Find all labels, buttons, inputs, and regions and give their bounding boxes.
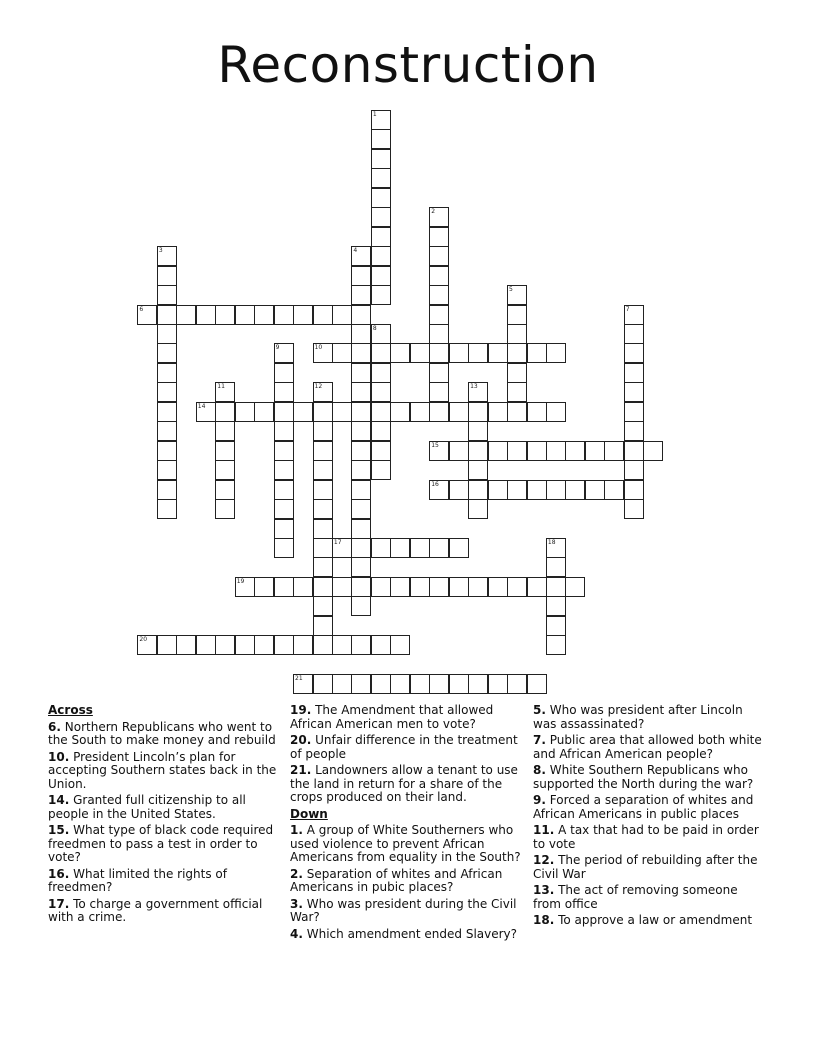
grid-cell[interactable] — [507, 402, 527, 422]
grid-cell[interactable] — [371, 149, 391, 169]
grid-cell[interactable] — [429, 266, 449, 286]
grid-cell[interactable] — [254, 305, 274, 325]
clue-down-4: 4. Which amendment ended Slavery? — [290, 926, 518, 941]
grid-cell[interactable] — [332, 538, 352, 558]
grid-cell[interactable] — [332, 674, 352, 694]
grid-cell[interactable] — [390, 343, 410, 363]
grid-cell[interactable] — [157, 635, 177, 655]
cell-number: 3 — [158, 247, 163, 255]
grid-cell[interactable] — [624, 363, 644, 383]
grid-cell[interactable] — [215, 499, 235, 519]
grid-cell[interactable] — [624, 305, 644, 325]
grid-cell[interactable] — [546, 441, 566, 461]
grid-cell[interactable] — [390, 402, 410, 422]
grid-cell[interactable] — [274, 382, 294, 402]
clue-across-19: 19. The Amendment that allowed African American men to vote? — [290, 703, 494, 731]
grid-cell[interactable] — [371, 635, 391, 655]
grid-cell[interactable] — [488, 674, 508, 694]
grid-cell[interactable] — [157, 343, 177, 363]
grid-cell[interactable] — [293, 577, 313, 597]
grid-cell[interactable] — [157, 499, 177, 519]
grid-cell[interactable] — [351, 266, 371, 286]
grid-cell[interactable] — [527, 674, 547, 694]
grid-cell[interactable] — [507, 382, 527, 402]
grid-cell[interactable] — [274, 538, 294, 558]
grid-cell[interactable] — [313, 460, 333, 480]
grid-cell[interactable] — [215, 421, 235, 441]
clue-across-16: 16. What limited the rights of freedmen? — [48, 866, 227, 894]
grid-cell[interactable] — [429, 402, 449, 422]
grid-cell[interactable] — [351, 382, 371, 402]
grid-cell[interactable] — [351, 363, 371, 383]
clue-across-15: 15. What type of black code required freedmen to pass a test in order to vote? — [48, 823, 274, 864]
grid-cell[interactable] — [429, 227, 449, 247]
grid-cell[interactable] — [371, 188, 391, 208]
grid-cell[interactable] — [429, 382, 449, 402]
cell-number: 13 — [470, 383, 478, 391]
grid-cell[interactable] — [624, 441, 644, 461]
grid-cell[interactable] — [157, 305, 177, 325]
grid-cell[interactable] — [313, 480, 333, 500]
grid-cell[interactable] — [157, 421, 177, 441]
grid-cell[interactable] — [624, 402, 644, 422]
grid-cell[interactable] — [527, 343, 547, 363]
grid-cell[interactable] — [274, 519, 294, 539]
grid-cell[interactable] — [449, 441, 469, 461]
grid-cell[interactable] — [371, 674, 391, 694]
grid-cell[interactable] — [624, 421, 644, 441]
grid-cell[interactable] — [371, 421, 391, 441]
grid-cell[interactable] — [371, 363, 391, 383]
grid-cell[interactable] — [293, 674, 313, 694]
grid-cell[interactable] — [351, 674, 371, 694]
grid-cell[interactable] — [274, 305, 294, 325]
grid-cell[interactable] — [429, 538, 449, 558]
grid-cell[interactable] — [274, 421, 294, 441]
grid-cell[interactable] — [371, 343, 391, 363]
grid-cell[interactable] — [254, 577, 274, 597]
grid-cell[interactable] — [371, 207, 391, 227]
grid-cell[interactable] — [371, 129, 391, 149]
grid-cell[interactable] — [468, 577, 488, 597]
grid-cell[interactable] — [527, 402, 547, 422]
grid-cell[interactable] — [254, 402, 274, 422]
grid-cell[interactable] — [507, 480, 527, 500]
grid-cell[interactable] — [449, 674, 469, 694]
grid-cell[interactable] — [468, 460, 488, 480]
grid-cell[interactable] — [157, 324, 177, 344]
grid-cell[interactable] — [429, 343, 449, 363]
grid-cell[interactable] — [157, 246, 177, 266]
grid-cell[interactable] — [371, 441, 391, 461]
grid-cell[interactable] — [488, 577, 508, 597]
cell-number: 2 — [431, 208, 436, 216]
grid-cell[interactable] — [313, 674, 333, 694]
cell-number: 10 — [314, 344, 323, 352]
grid-cell[interactable] — [313, 519, 333, 539]
grid-cell[interactable] — [313, 616, 333, 636]
grid-cell[interactable] — [313, 402, 333, 422]
grid-cell[interactable] — [624, 480, 644, 500]
grid-cell[interactable] — [429, 285, 449, 305]
grid-cell[interactable] — [546, 577, 566, 597]
grid-cell[interactable] — [313, 382, 333, 402]
grid-cell[interactable] — [468, 499, 488, 519]
grid-cell[interactable] — [371, 246, 391, 266]
grid-cell[interactable] — [468, 382, 488, 402]
grid-cell[interactable] — [371, 285, 391, 305]
grid-cell[interactable] — [429, 363, 449, 383]
grid-cell[interactable] — [507, 285, 527, 305]
grid-cell[interactable] — [410, 343, 430, 363]
grid-cell[interactable] — [274, 460, 294, 480]
grid-cell[interactable] — [468, 421, 488, 441]
grid-cell[interactable] — [351, 441, 371, 461]
grid-cell[interactable] — [157, 285, 177, 305]
grid-cell[interactable] — [410, 577, 430, 597]
grid-cell[interactable] — [468, 343, 488, 363]
grid-cell[interactable] — [351, 480, 371, 500]
grid-cell[interactable] — [351, 305, 371, 325]
grid-cell[interactable] — [215, 402, 235, 422]
grid-cell[interactable] — [546, 635, 566, 655]
grid-cell[interactable] — [157, 402, 177, 422]
grid-cell[interactable] — [351, 402, 371, 422]
clue-down-9: 9. Forced a separation of whites and African Americans in public places — [533, 793, 754, 821]
grid-cell[interactable] — [196, 305, 216, 325]
grid-cell[interactable] — [235, 402, 255, 422]
grid-cell[interactable] — [624, 343, 644, 363]
grid-cell[interactable] — [157, 363, 177, 383]
grid-cell[interactable] — [371, 460, 391, 480]
clue-across-17: 17. To charge a government official with a crime. — [48, 896, 263, 924]
grid-cell[interactable] — [449, 577, 469, 597]
grid-cell[interactable] — [585, 480, 605, 500]
grid-cell[interactable] — [410, 538, 430, 558]
grid-cell[interactable] — [371, 227, 391, 247]
cell-number: 4 — [353, 247, 358, 255]
grid-cell[interactable] — [429, 324, 449, 344]
grid-cell[interactable] — [468, 480, 488, 500]
grid-cell[interactable] — [196, 402, 216, 422]
clue-down-7: 7. Public area that allowed both white and African American people? — [533, 733, 762, 761]
grid-cell[interactable] — [313, 577, 333, 597]
grid-cell[interactable] — [332, 402, 352, 422]
cell-number: 19 — [236, 577, 245, 585]
grid-cell[interactable] — [293, 635, 313, 655]
grid-cell[interactable] — [390, 674, 410, 694]
grid-cell[interactable] — [624, 499, 644, 519]
grid-cell[interactable] — [313, 305, 333, 325]
clue-down-18: 18. To approve a law or amendment — [533, 913, 753, 927]
grid-cell[interactable] — [410, 674, 430, 694]
grid-cell[interactable] — [196, 635, 216, 655]
grid-cell[interactable] — [293, 402, 313, 422]
clue-down-8: 8. White Southern Republicans who supported the North during the war? — [533, 763, 754, 791]
grid-cell[interactable] — [274, 499, 294, 519]
grid-cell[interactable] — [313, 499, 333, 519]
clue-across-14: 14. Granted full citizenship to all people in the United States. — [48, 793, 246, 821]
grid-cell[interactable] — [546, 596, 566, 616]
grid-cell[interactable] — [546, 616, 566, 636]
grid-cell[interactable] — [274, 480, 294, 500]
grid-cell[interactable] — [546, 557, 566, 577]
grid-cell[interactable] — [449, 343, 469, 363]
grid-cell[interactable] — [313, 343, 333, 363]
grid-cell[interactable] — [371, 110, 391, 130]
grid-cell[interactable] — [507, 343, 527, 363]
grid-cell[interactable] — [351, 421, 371, 441]
grid-cell[interactable] — [215, 305, 235, 325]
grid-cell[interactable] — [215, 635, 235, 655]
grid-cell[interactable] — [157, 460, 177, 480]
grid-cell[interactable] — [371, 577, 391, 597]
clue-across-20: 20. Unfair difference in the treatment of people — [290, 733, 518, 761]
grid-cell[interactable] — [507, 577, 527, 597]
grid-cell[interactable] — [351, 246, 371, 266]
grid-cell[interactable] — [371, 266, 391, 286]
clue-across-21: 21. Landowners allow a tenant to use the land in return for a share of the crops produced on their land. — [290, 763, 518, 804]
grid-cell[interactable] — [429, 480, 449, 500]
cell-number: 14 — [197, 402, 206, 410]
grid-cell[interactable] — [371, 324, 391, 344]
grid-cell[interactable] — [410, 402, 430, 422]
grid-cell[interactable] — [371, 382, 391, 402]
grid-cell[interactable] — [468, 674, 488, 694]
clue-down-13: 13. The act of removing someone from office — [533, 883, 738, 911]
clue-down-2: 2. Separation of whites and African Americans in pubic places? — [290, 866, 503, 894]
grid-cell[interactable] — [157, 480, 177, 500]
grid-cell[interactable] — [488, 402, 508, 422]
grid-cell[interactable] — [313, 557, 333, 577]
cell-number: 11 — [217, 383, 225, 391]
grid-cell[interactable] — [507, 441, 527, 461]
cell-number: 9 — [275, 344, 280, 352]
grid-cell[interactable] — [604, 480, 624, 500]
cell-number: 16 — [431, 480, 439, 488]
grid-cell[interactable] — [527, 480, 547, 500]
across-heading: Across — [48, 703, 93, 717]
grid-cell[interactable] — [157, 441, 177, 461]
grid-cell[interactable] — [565, 577, 585, 597]
grid-cell[interactable] — [137, 635, 157, 655]
grid-cell[interactable] — [293, 305, 313, 325]
grid-cell[interactable] — [332, 635, 352, 655]
grid-cell[interactable] — [157, 266, 177, 286]
grid-cell[interactable] — [313, 635, 333, 655]
grid-cell[interactable] — [604, 441, 624, 461]
grid-cell[interactable] — [488, 343, 508, 363]
grid-cell[interactable] — [371, 168, 391, 188]
grid-cell[interactable] — [235, 305, 255, 325]
grid-cell[interactable] — [565, 480, 585, 500]
grid-cell[interactable] — [429, 207, 449, 227]
grid-cell[interactable] — [371, 538, 391, 558]
grid-cell[interactable] — [215, 480, 235, 500]
grid-cell[interactable] — [468, 441, 488, 461]
grid-cell[interactable] — [624, 460, 644, 480]
grid-cell[interactable] — [429, 305, 449, 325]
grid-cell[interactable] — [351, 577, 371, 597]
cell-number: 8 — [372, 324, 377, 332]
grid-cell[interactable] — [371, 402, 391, 422]
grid-cell[interactable] — [274, 635, 294, 655]
grid-cell[interactable] — [351, 519, 371, 539]
grid-cell[interactable] — [546, 538, 566, 558]
grid-cell[interactable] — [157, 382, 177, 402]
grid-cell[interactable] — [351, 557, 371, 577]
grid-cell[interactable] — [274, 441, 294, 461]
grid-cell[interactable] — [565, 441, 585, 461]
grid-cell[interactable] — [351, 538, 371, 558]
grid-cell[interactable] — [624, 324, 644, 344]
grid-cell[interactable] — [390, 635, 410, 655]
cell-number: 20 — [139, 636, 148, 644]
grid-cell[interactable] — [313, 441, 333, 461]
grid-cell[interactable] — [624, 382, 644, 402]
clue-column-2 — [290, 704, 526, 944]
grid-cell[interactable] — [429, 441, 449, 461]
grid-cell[interactable] — [546, 480, 566, 500]
grid-cell[interactable] — [507, 674, 527, 694]
clue-column-1 — [48, 704, 284, 928]
grid-cell[interactable] — [351, 324, 371, 344]
grid-cell[interactable] — [449, 480, 469, 500]
grid-cell[interactable] — [507, 324, 527, 344]
grid-cell[interactable] — [215, 441, 235, 461]
grid-cell[interactable] — [332, 305, 352, 325]
grid-cell[interactable] — [449, 538, 469, 558]
grid-cell[interactable] — [215, 382, 235, 402]
cell-number: 18 — [547, 538, 556, 546]
grid-cell[interactable] — [313, 421, 333, 441]
grid-cell[interactable] — [390, 538, 410, 558]
grid-cell[interactable] — [137, 305, 157, 325]
grid-cell[interactable] — [351, 343, 371, 363]
grid-cell[interactable] — [351, 596, 371, 616]
clue-down-5: 5. Who was president after Lincoln was assassinated? — [533, 703, 743, 731]
grid-cell[interactable] — [235, 577, 255, 597]
grid-cell[interactable] — [254, 635, 274, 655]
cell-number: 1 — [372, 111, 377, 118]
grid-cell[interactable] — [274, 577, 294, 597]
grid-cell[interactable] — [546, 343, 566, 363]
grid-cell[interactable] — [429, 674, 449, 694]
grid-cell[interactable] — [215, 460, 235, 480]
grid-cell[interactable] — [449, 402, 469, 422]
grid-cell[interactable] — [468, 402, 488, 422]
grid-cell[interactable] — [546, 402, 566, 422]
down-heading: Down — [290, 806, 328, 821]
clue-down-11: 11. A tax that had to be paid in order to vote — [533, 823, 759, 851]
grid-cell[interactable] — [527, 441, 547, 461]
grid-cell[interactable] — [235, 635, 255, 655]
grid-cell[interactable] — [488, 480, 508, 500]
puzzle-title: Reconstruction — [217, 36, 599, 94]
clue-column-3 — [533, 704, 769, 931]
grid-cell[interactable] — [332, 577, 352, 597]
cell-number: 7 — [625, 305, 630, 313]
grid-cell[interactable] — [351, 460, 371, 480]
grid-cell[interactable] — [332, 343, 352, 363]
grid-cell[interactable] — [429, 246, 449, 266]
cell-number: 15 — [431, 441, 439, 449]
grid-cell[interactable] — [351, 499, 371, 519]
grid-cell[interactable] — [429, 577, 449, 597]
cell-number: 5 — [509, 286, 513, 293]
grid-cell[interactable] — [176, 635, 196, 655]
grid-cell[interactable] — [274, 402, 294, 422]
grid-cell[interactable] — [527, 577, 547, 597]
grid-cell[interactable] — [351, 635, 371, 655]
cell-number: 6 — [139, 305, 144, 313]
grid-cell[interactable] — [585, 441, 605, 461]
clue-across-10: 10. President Lincoln’s plan for accepting Southern states back in the Union. — [48, 749, 277, 791]
clue-down-3: 3. Who was president during the Civil War? — [290, 896, 517, 924]
cell-number: 21 — [295, 675, 303, 682]
grid-cell[interactable] — [176, 305, 196, 325]
grid-cell[interactable] — [313, 538, 333, 558]
grid-cell[interactable] — [507, 363, 527, 383]
cell-number: 17 — [333, 538, 342, 546]
cell-number: 12 — [314, 383, 323, 391]
clue-down-12: 12. The period of rebuilding after the Civil War — [533, 853, 758, 881]
grid-cell[interactable] — [351, 285, 371, 305]
grid-cell[interactable] — [313, 596, 333, 616]
clue-down-1: 1. A group of White Southerners who used violence to prevent African Americans from equality in the South? — [290, 823, 521, 864]
grid-cell[interactable] — [274, 363, 294, 383]
grid-cell[interactable] — [643, 441, 663, 461]
grid-cell[interactable] — [274, 343, 294, 363]
grid-cell[interactable] — [390, 577, 410, 597]
clue-across-6: 6. Northern Republicans who went to the South to make money and rebuild — [48, 719, 276, 747]
grid-cell[interactable] — [488, 441, 508, 461]
grid-cell[interactable] — [507, 305, 527, 325]
